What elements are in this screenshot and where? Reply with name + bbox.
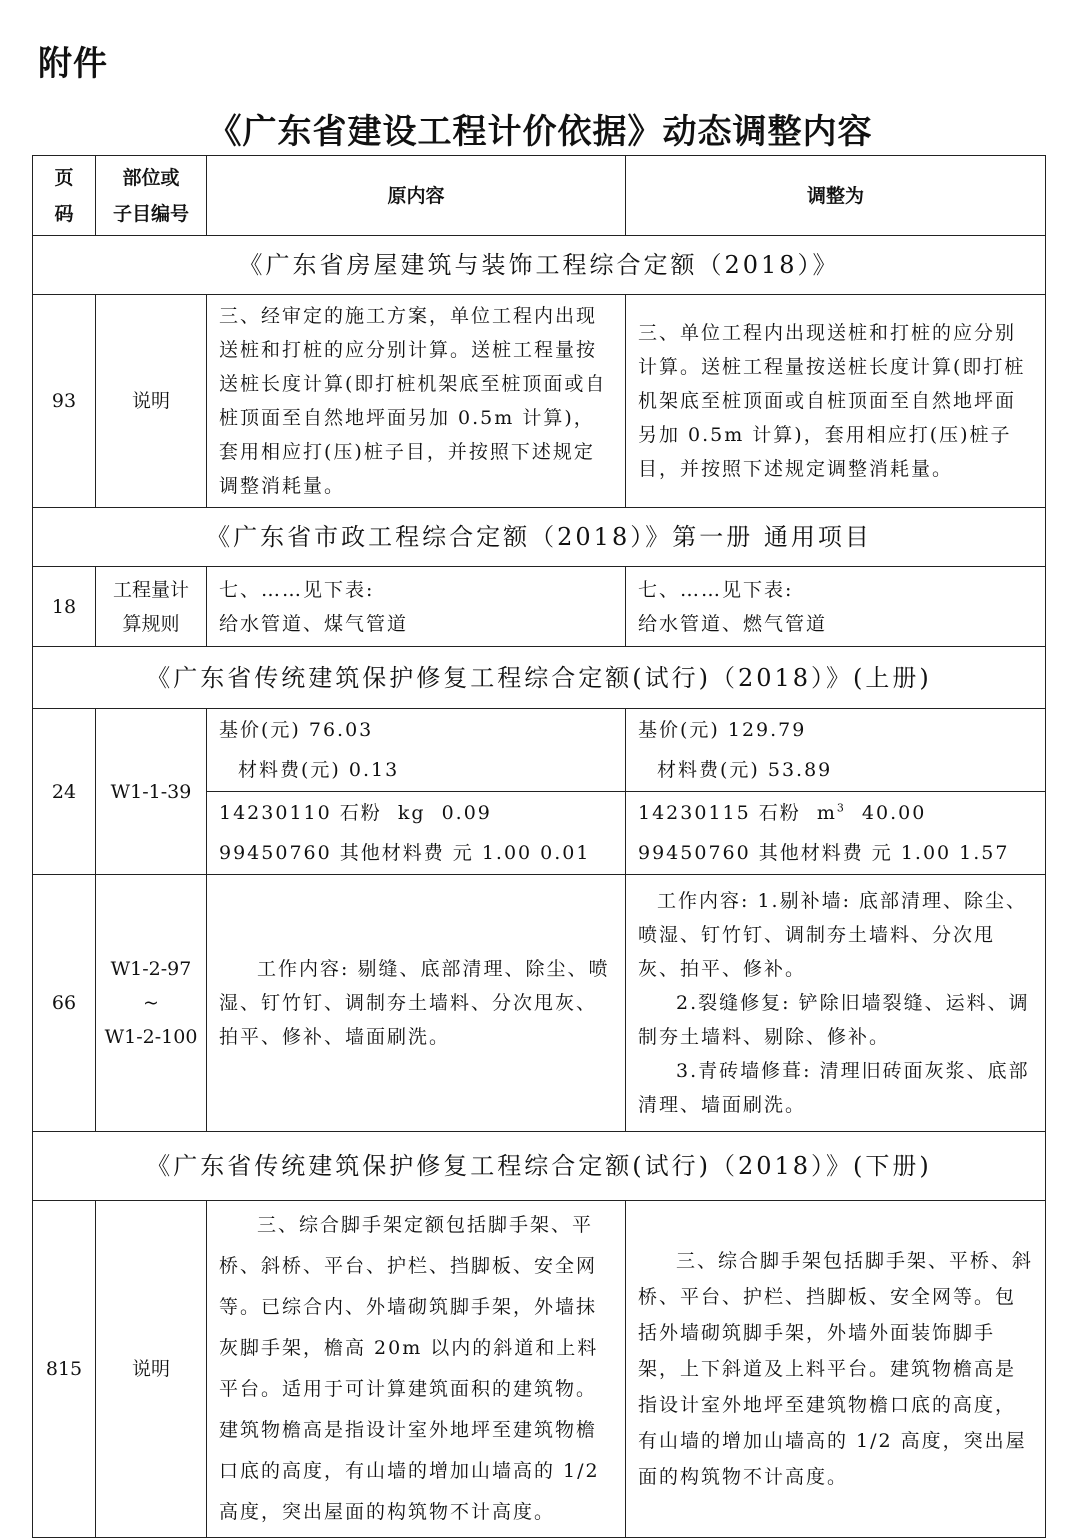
part-code-line1: W1-2-97	[110, 958, 192, 980]
original-content	[207, 875, 626, 1132]
header-part	[96, 156, 207, 236]
original-text: 三、经审定的施工方案，单位工程内出现送桩和打桩的应分别计算。送桩工程量按送桩长度计算(即打桩机架底至桩顶面或自桩顶面至自然地坪面另加 0.5m 计算)，套用相应打(压)桩子目，并按照下述规定调整消耗量。	[219, 305, 607, 497]
original-content	[207, 295, 626, 508]
page-number: 66	[33, 875, 96, 1132]
adjusted-line1: 七、……见下表:	[638, 578, 794, 601]
section-row	[33, 647, 1046, 709]
adjusted-content	[626, 567, 1046, 647]
part-code	[96, 567, 207, 647]
adjusted-material-fee: 材料费(元) 53.89	[657, 759, 833, 781]
original-text: 工作内容: 剔缝、底部清理、除尘、喷湿、钉竹钉、调制夯土墙料、分次甩灰、拍平、修补、墙面刷洗。	[219, 958, 610, 1048]
part-code-line3: W1-2-100	[104, 1026, 198, 1048]
adjusted-content	[626, 875, 1046, 1132]
header-part-line1: 部位或	[122, 166, 180, 189]
page-number: 93	[33, 295, 96, 508]
section-title: 《广东省传统建筑保护修复工程综合定额(试行)（2018）》(上册)	[33, 647, 1046, 709]
header-part-line2: 子目编号	[112, 202, 189, 225]
section-row	[33, 1132, 1046, 1201]
document-title: 《广东省建设工程计价依据》动态调整内容	[207, 112, 873, 152]
adjusted-paragraph-2: 2.裂缝修复: 铲除旧墙裂缝、运料、调制夯土墙料、剔除、修补。	[638, 992, 1030, 1048]
original-material-fee: 材料费(元) 0.13	[238, 759, 400, 781]
adjusted-material-line1	[638, 793, 1033, 833]
adjusted-price	[626, 709, 1046, 792]
adjusted-paragraph-1: 工作内容: 1.剔补墙: 底部清理、除尘、喷湿、钉竹钉、调制夯土墙料、分次甩灰、拍平、修补。	[638, 890, 1028, 980]
original-content	[207, 567, 626, 647]
adjusted-material-text: 14230115 石粉 m	[638, 802, 837, 824]
table-row	[33, 295, 1046, 508]
page-number: 815	[33, 1201, 96, 1538]
original-line1: 七、……见下表:	[219, 578, 375, 601]
part-code: W1-1-39	[96, 709, 207, 875]
adjusted-text: 三、单位工程内出现送桩和打桩的应分别计算。送桩工程量按送桩长度计算(即打桩机架底至桩顶面或自桩顶面至自然地坪面另加 0.5m 计算)，套用相应打(压)桩子目，并按照下述规定调整消耗量。	[638, 322, 1026, 480]
adjusted-text: 三、综合脚手架包括脚手架、平桥、斜桥、平台、护栏、挡脚板、安全网等。包括外墙砌筑脚手架，外墙外面装饰脚手架，上下斜道及上料平台。建筑物檐高是指设计室外地坪至建筑物檐口底的高度，有山墙的增加山墙高的 1/2 高度，突出屋面的构筑物不计高度。	[638, 1250, 1034, 1488]
adjustment-table	[32, 155, 1046, 1538]
table-row	[33, 875, 1046, 1132]
adjusted-line2: 给水管道、燃气管道	[638, 612, 828, 635]
part-code: 说明	[96, 295, 207, 508]
adjusted-content	[626, 295, 1046, 508]
page-number: 24	[33, 709, 96, 875]
part-code: 说明	[96, 1201, 207, 1538]
adjusted-content	[626, 1201, 1046, 1538]
original-text: 三、综合脚手架定额包括脚手架、平桥、斜桥、平台、护栏、挡脚板、安全网等。已综合内、外墙砌筑脚手架，外墙抹灰脚手架，檐高 20m 以内的斜道和上料平台。适用于可计算建筑面积的建筑物。建筑物檐高是指设计室外地坪至建筑物檐口底的高度，有山墙的增加山墙高的 1/2 高度，突出屋面的构筑物不计高度。	[219, 1214, 600, 1523]
adjusted-base-price: 基价(元) 129.79	[638, 719, 807, 741]
original-materials	[207, 792, 626, 875]
original-base-price: 基价(元) 76.03	[219, 719, 374, 741]
original-content	[207, 1201, 626, 1538]
part-code-line2: 算规则	[122, 612, 180, 635]
header-page-line2: 码	[54, 202, 74, 225]
original-price	[207, 709, 626, 792]
section-title: 《广东省传统建筑保护修复工程综合定额(试行)（2018）》(下册)	[33, 1132, 1046, 1201]
section-row	[33, 508, 1046, 567]
header-page	[33, 156, 96, 236]
table-header-row	[33, 156, 1046, 236]
adjusted-material-qty: 40.00	[845, 802, 927, 824]
part-code-line2: ~	[143, 992, 159, 1014]
section-title: 《广东省房屋建筑与装饰工程综合定额（2018）》	[33, 236, 1046, 295]
header-adjusted: 调整为	[626, 156, 1046, 236]
adjusted-material-line2: 99450760 其他材料费 元 1.00 1.57	[638, 842, 1010, 864]
table-row	[33, 1201, 1046, 1538]
original-line2: 给水管道、煤气管道	[219, 612, 409, 635]
table-row	[33, 567, 1046, 647]
part-code-line1: 工程量计	[112, 578, 189, 601]
section-title: 《广东省市政工程综合定额（2018）》第一册 通用项目	[33, 508, 1046, 567]
original-material-line2: 99450760 其他材料费 元 1.00 0.01	[219, 842, 591, 864]
section-row	[33, 236, 1046, 295]
unit-superscript: 3	[836, 801, 846, 815]
header-original: 原内容	[207, 156, 626, 236]
attachment-label: 附件	[38, 44, 108, 84]
page-number: 18	[33, 567, 96, 647]
header-page-line1: 页	[54, 166, 74, 189]
original-material-line1: 14230110 石粉 kg 0.09	[219, 802, 492, 824]
adjusted-materials	[626, 792, 1046, 875]
table-row	[33, 709, 1046, 792]
part-code	[96, 875, 207, 1132]
adjusted-paragraph-3: 3.青砖墙修葺: 清理旧砖面灰浆、底部清理、墙面刷洗。	[638, 1060, 1030, 1116]
